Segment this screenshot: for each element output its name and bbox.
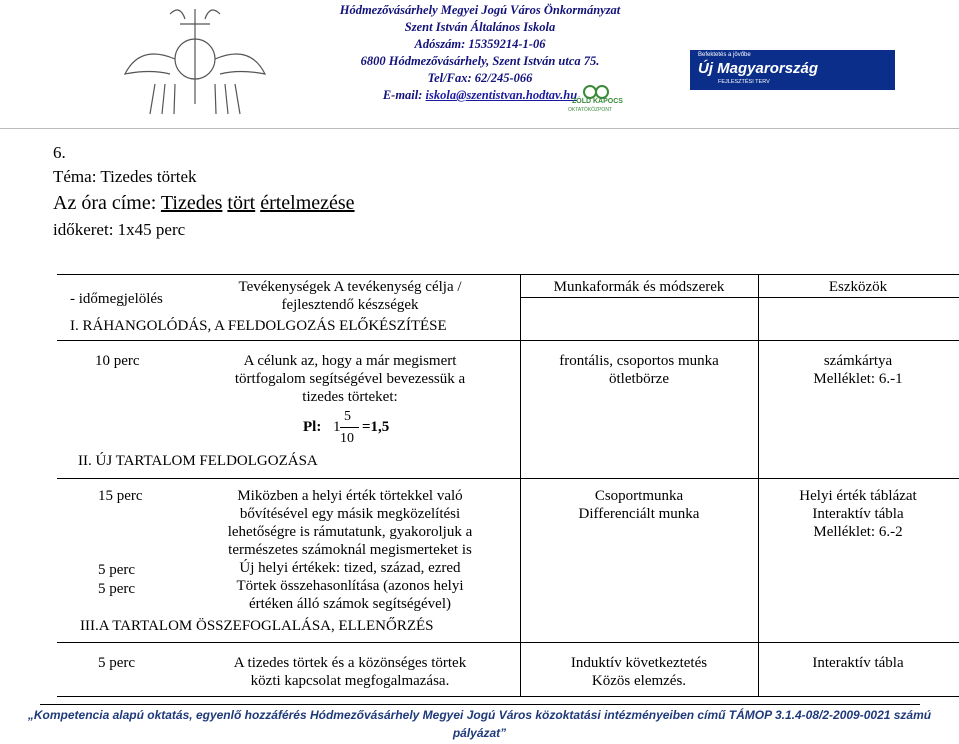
table-border (57, 274, 959, 275)
email-link[interactable]: iskola@szentistvan.hodtav.hu (425, 88, 578, 102)
col-header-activities (200, 278, 500, 314)
header-line: Szent István Általános Iskola (404, 20, 556, 34)
method-line: frontális, csoportos munka (559, 353, 719, 369)
activity-line: Miközben a helyi érték törtekkel való (237, 488, 463, 504)
footer-line: „Kompetencia alapú oktatás, egyenlő hozzáférés Hódmezővásárhely Megyei Jogú Város közoktatási intézményeiben című TÁMOP 3.1.4-08/2-2009-0021 számú (27, 708, 932, 722)
example-numerator: 5 (344, 409, 351, 424)
title-word: Tizedes (160, 192, 223, 214)
method-line: ötletbörze (609, 371, 669, 387)
col-header-tools: Eszközök (828, 279, 888, 295)
table-border (57, 696, 959, 697)
row2-methods (520, 487, 758, 523)
activity-line: Új helyi értékek: tized, század, ezred (239, 560, 461, 576)
row2-activity (200, 487, 500, 613)
row3-activity (200, 654, 500, 690)
logo-text: ZÖLD KAPOCS (572, 98, 623, 105)
col-header-time: - időmegjelölés (70, 291, 163, 307)
footer-divider (40, 704, 920, 705)
lesson-title (53, 192, 355, 215)
header-line: Adószám: 15359214-1-06 (414, 37, 546, 51)
tool-line: Interaktív tábla (812, 506, 904, 522)
activity-line: értéken álló számok segítségével) (248, 596, 451, 612)
section-heading: III.A TARTALOM ÖSSZEFOGLALÁSA, ELLENŐRZÉS (80, 618, 434, 634)
row1-activity (200, 352, 500, 406)
footer (0, 706, 959, 742)
banner-title: Új Magyarország (698, 60, 819, 77)
header-line: 6800 Hódmezővásárhely, Szent István utca 75. (360, 54, 600, 68)
banner-subtitle: FEJLESZTÉSI TERV (718, 79, 770, 85)
example-label: Pl: (303, 419, 322, 435)
zold-kapocs-logo (560, 78, 640, 118)
col-header-line: fejlesztendő készségek (281, 297, 419, 313)
activity-line: törtfogalom segítségével bevezessük a (234, 371, 466, 387)
activity-line: természetes számoknál megismerteket is (228, 542, 472, 558)
col-header-methods: Munkaformák és módszerek (553, 279, 725, 295)
footer-line: pályázat” (452, 726, 507, 740)
email-label: E-mail: (382, 88, 426, 102)
activity-line: bővítésével egy másik megközelítési (239, 506, 461, 522)
section-heading: I. RÁHANGOLÓDÁS, A FELDOLGOZÁS ELŐKÉSZÍTÉSE (70, 318, 447, 334)
section-heading: II. ÚJ TARTALOM FELDOLGOZÁSA (78, 453, 318, 469)
activity-line: Törtek összehasonlítása (azonos helyi (236, 578, 464, 594)
row2-time: 5 perc (98, 562, 136, 578)
title-word: tört (227, 192, 256, 214)
example-whole: 1 (333, 419, 341, 435)
row1-time: 10 perc (95, 353, 140, 369)
table-border (758, 274, 759, 696)
title-prefix: Az óra címe: (53, 192, 161, 214)
row2-tools (758, 487, 958, 541)
example-result: =1,5 (362, 419, 390, 435)
header-divider (0, 128, 959, 129)
activity-line: közti kapcsolat megfogalmazása. (250, 673, 450, 689)
logo-subtext: OKTATÓKÖZPONT (568, 107, 612, 113)
activity-line: tizedes törteket: (302, 389, 398, 405)
row3-time: 5 perc (98, 655, 136, 671)
row2-time: 5 perc (98, 581, 136, 597)
example-denominator: 10 (340, 431, 354, 446)
table-border (520, 274, 521, 696)
fraction-bar (340, 427, 359, 428)
row1-tools (758, 352, 958, 388)
method-line: Induktív következtetés (570, 655, 708, 671)
coat-of-arms-logo (120, 4, 270, 119)
lesson-topic: Téma: Tizedes törtek (53, 167, 197, 186)
lesson-timeframe: időkeret: 1x45 perc (53, 220, 186, 239)
header-line: Tel/Fax: 62/245-066 (427, 71, 533, 85)
table-border (57, 478, 959, 479)
row3-methods (520, 654, 758, 690)
tool-line: Melléklet: 6.-2 (813, 524, 903, 540)
banner-small-text: Befektetés a jövőbe (698, 52, 751, 58)
table-border (57, 642, 959, 643)
lesson-number: 6. (53, 143, 66, 162)
table-border (57, 340, 959, 341)
method-line: Csoportmunka (594, 488, 684, 504)
activity-line: A tizedes törtek és a közönséges törtek (233, 655, 467, 671)
tool-line: számkártya (823, 353, 893, 369)
title-word: értelmezése (260, 192, 355, 214)
tool-line: Melléklet: 6.-1 (813, 371, 903, 387)
activity-line: lehetőségre is rámutatunk, gyakoroljuk a (227, 524, 473, 540)
col-header-line: Tevékenységek A tevékenység célja / (238, 279, 462, 295)
method-line: Közös elemzés. (591, 673, 687, 689)
row1-methods (520, 352, 758, 388)
row2-time: 15 perc (98, 488, 143, 504)
row3-tools (758, 654, 958, 672)
activity-line: A célunk az, hogy a már megismert (243, 353, 457, 369)
method-line: Differenciált munka (578, 506, 700, 522)
header-line: Hódmezővásárhely Megyei Jogú Város Önkormányzat (339, 3, 621, 17)
tool-line: Helyi érték táblázat (799, 488, 917, 504)
tool-line: Interaktív tábla (812, 655, 904, 671)
table-border (520, 297, 959, 298)
uj-magyarorszag-banner (690, 50, 895, 90)
